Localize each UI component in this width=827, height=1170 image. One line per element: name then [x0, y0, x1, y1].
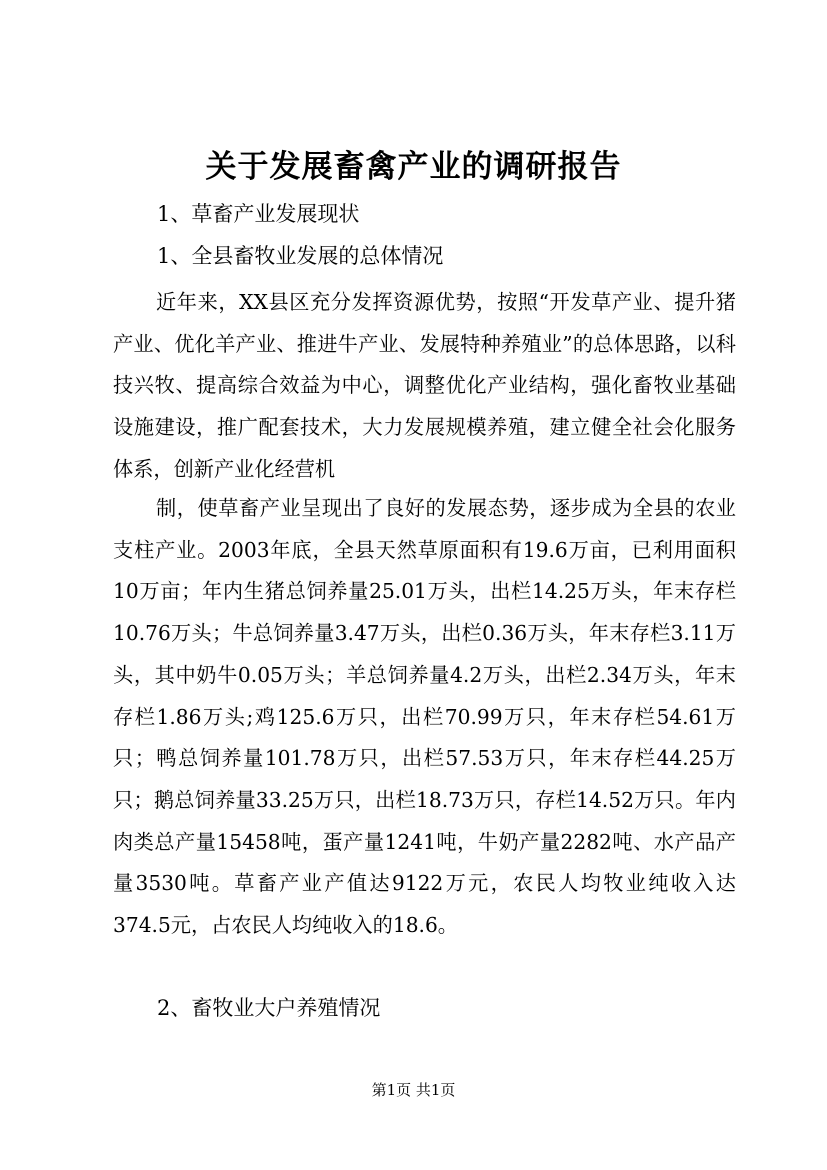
page-footer: 第1页 共1页: [371, 1081, 456, 1099]
subsection-heading-2: 2、畜牧业大户养殖情况: [157, 996, 381, 1020]
section-heading-1: 1、草畜产业发展现状: [157, 202, 360, 226]
subsection-heading-1: 1、全县畜牧业发展的总体情况: [157, 244, 444, 268]
body-paragraph-2: 制，使草畜产业呈现出了良好的发展态势，逐步成为全县的农业支柱产业。2003年底，全县天然草原面积有19.6万亩，已利用面积10万亩；年内生猪总饲养量25.01万头，出栏14.25万头，年末存栏10.76万头；牛总饲养量3.47万头，出栏0.36万头，年末存栏3.11万头，其中奶牛0.05万头；羊总饲养量4.2万头，出栏2.34万头，年末存栏1.86万头;鸡125.6万只，出栏70.99万只，年末存栏54.61万只；鸭总饲养量101.78万只，出栏57.53万只，年末存栏44.25万只；鹅总饲养量33.25万只，出栏18.73万只，存栏14.52万只。年内肉类总产量15458吨，蛋产量1241吨，牛奶产量2282吨、水产品产量3530吨。草畜产业产值达9122万元，农民人均牧业纯收入达374.5元，占农民人均纯收入的18.6。: [113, 496, 736, 938]
body-paragraph-1: 近年来，XX县区充分发挥资源优势，按照“开发草产业、提升猪产业、优化羊产业、推进牛产业、发展特种养殖业”的总体思路，以科技兴牧、提高综合效益为中心，调整优化产业结构，强化畜牧业基础设施建设，推广配套技术，大力发展规模养殖，建立健全社会化服务体系，创新产业化经营机: [113, 290, 736, 481]
document-title: 关于发展畜禽产业的调研报告: [205, 149, 622, 185]
